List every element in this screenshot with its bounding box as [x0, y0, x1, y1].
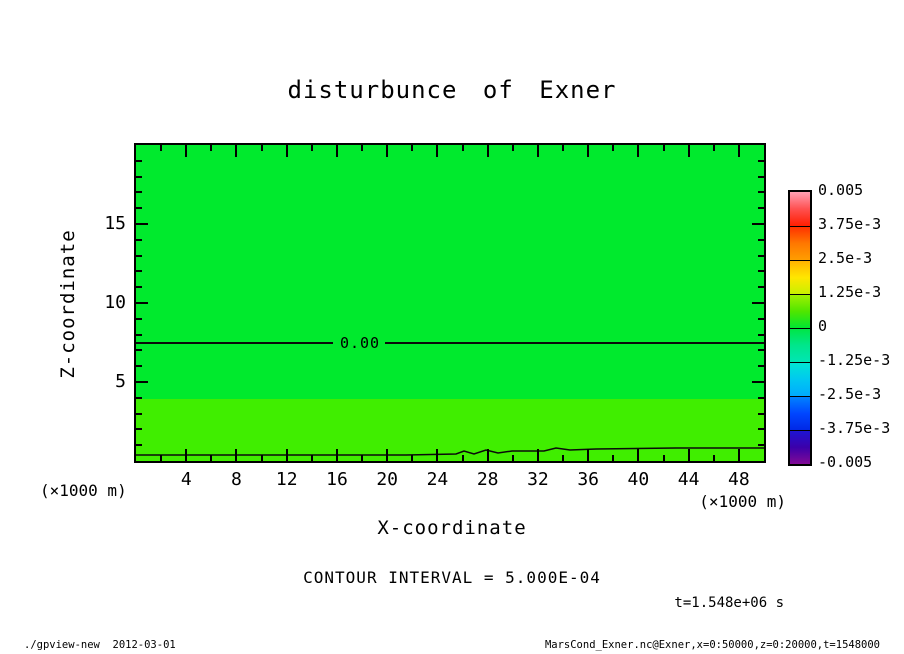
y-tick-label: 5	[115, 371, 126, 392]
bottom-major-tick	[637, 449, 639, 461]
top-minor-tick	[612, 145, 614, 151]
x-tick-label: 40	[627, 469, 650, 490]
bottom-minor-tick	[261, 455, 263, 461]
left-minor-tick	[136, 160, 142, 162]
tone-region-upper	[136, 145, 764, 399]
right-minor-tick	[758, 428, 764, 430]
bottom-minor-tick	[361, 455, 363, 461]
top-major-tick	[436, 145, 438, 157]
top-major-tick	[537, 145, 539, 157]
x-tick-label: 4	[180, 469, 192, 490]
zero-contour-line-right	[385, 342, 764, 344]
bottom-major-tick	[487, 449, 489, 461]
top-minor-tick	[411, 145, 413, 151]
right-minor-tick	[758, 239, 764, 241]
right-minor-tick	[758, 286, 764, 288]
colorbar-segment	[790, 430, 810, 464]
bottom-minor-tick	[713, 455, 715, 461]
top-minor-tick	[160, 145, 162, 151]
colorbar-segment	[790, 294, 810, 328]
top-minor-tick	[713, 145, 715, 151]
bottom-minor-tick	[512, 455, 514, 461]
bottom-minor-tick	[411, 455, 413, 461]
bottom-minor-tick	[210, 455, 212, 461]
bottom-minor-tick	[663, 455, 665, 461]
x-tick-label: 32	[527, 469, 549, 490]
colorbar-tick-label: -0.005	[818, 453, 873, 471]
colorbar-tick-label: 1.25e-3	[818, 283, 882, 301]
y-axis-title: Z-coordinate	[57, 229, 79, 379]
bottom-major-tick	[738, 449, 740, 461]
top-major-tick	[336, 145, 338, 157]
time-stamp-label: t=1.548e+06 s	[674, 595, 784, 611]
colorbar-tick-label: 2.5e-3	[818, 249, 873, 267]
contour-interval-note: CONTOUR INTERVAL = 5.000E-04	[303, 568, 601, 587]
left-minor-tick	[136, 270, 142, 272]
right-major-tick	[752, 381, 764, 383]
right-minor-tick	[758, 255, 764, 257]
left-major-tick	[136, 302, 148, 304]
top-minor-tick	[663, 145, 665, 151]
top-minor-tick	[562, 145, 564, 151]
right-minor-tick	[758, 207, 764, 209]
colorbar-tick-label: 0	[818, 317, 828, 335]
bottom-major-tick	[235, 449, 237, 461]
bottom-minor-tick	[612, 455, 614, 461]
chart-title: disturbunce of Exner	[287, 76, 617, 104]
colorbar-segment	[790, 226, 810, 260]
right-minor-tick	[758, 270, 764, 272]
left-minor-tick	[136, 365, 142, 367]
footer-dataset-info: MarsCond_Exner.nc@Exner,x=0:50000,z=0:20000,t=1548000	[544, 639, 880, 651]
x-axis-unit-label: (×1000 m)	[699, 492, 786, 511]
x-tick-label: 16	[326, 469, 348, 490]
top-major-tick	[738, 145, 740, 157]
colorbar-tick-label: -2.5e-3	[818, 385, 882, 403]
left-minor-tick	[136, 191, 142, 193]
x-tick-label: 36	[577, 469, 599, 490]
right-minor-tick	[758, 160, 764, 162]
left-minor-tick	[136, 255, 142, 257]
left-minor-tick	[136, 176, 142, 178]
top-minor-tick	[462, 145, 464, 151]
top-major-tick	[688, 145, 690, 157]
top-minor-tick	[210, 145, 212, 151]
colorbar-segment	[790, 260, 810, 294]
colorbar-segment	[790, 328, 810, 362]
x-tick-label: 44	[677, 469, 700, 490]
colorbar-tick-label: -1.25e-3	[818, 351, 891, 369]
bottom-minor-tick	[160, 455, 162, 461]
top-minor-tick	[261, 145, 263, 151]
colorbar-tick-label: 0.005	[818, 181, 864, 199]
right-minor-tick	[758, 444, 764, 446]
y-axis-unit-label: (×1000 m)	[40, 481, 127, 500]
top-minor-tick	[311, 145, 313, 151]
colorbar-segment	[790, 192, 810, 226]
bottom-major-tick	[587, 449, 589, 461]
left-minor-tick	[136, 428, 142, 430]
right-minor-tick	[758, 397, 764, 399]
x-tick-label: 48	[728, 469, 750, 490]
colorbar	[788, 190, 812, 466]
x-tick-label: 20	[376, 469, 399, 490]
y-tick-label: 15	[104, 213, 126, 234]
top-major-tick	[487, 145, 489, 157]
zero-contour-label: 0.00	[339, 334, 381, 352]
right-minor-tick	[758, 365, 764, 367]
bottom-minor-tick	[562, 455, 564, 461]
left-minor-tick	[136, 286, 142, 288]
bottom-major-tick	[537, 449, 539, 461]
left-minor-tick	[136, 397, 142, 399]
top-major-tick	[286, 145, 288, 157]
near-surface-contour-line	[136, 431, 764, 461]
x-tick-label: 28	[476, 469, 499, 490]
right-minor-tick	[758, 318, 764, 320]
top-minor-tick	[361, 145, 363, 151]
bottom-major-tick	[286, 449, 288, 461]
x-axis-title: X-coordinate	[377, 517, 527, 539]
bottom-major-tick	[386, 449, 388, 461]
colorbar-segment	[790, 396, 810, 430]
colorbar-labels	[818, 0, 904, 654]
top-minor-tick	[512, 145, 514, 151]
bottom-major-tick	[688, 449, 690, 461]
x-tick-label: 12	[275, 469, 298, 490]
x-tick-label: 8	[231, 469, 242, 490]
top-major-tick	[235, 145, 237, 157]
colorbar-tick-label: -3.75e-3	[818, 419, 891, 437]
left-minor-tick	[136, 334, 142, 336]
left-major-tick	[136, 381, 148, 383]
left-minor-tick	[136, 207, 142, 209]
colorbar-tick-label: 3.75e-3	[818, 215, 882, 233]
left-minor-tick	[136, 349, 142, 351]
bottom-major-tick	[436, 449, 438, 461]
plot-area	[134, 143, 766, 463]
top-major-tick	[587, 145, 589, 157]
top-major-tick	[185, 145, 187, 157]
bottom-minor-tick	[311, 455, 313, 461]
bottom-minor-tick	[462, 455, 464, 461]
y-tick-label: 10	[104, 292, 126, 313]
zero-contour-line-left	[136, 342, 333, 344]
left-minor-tick	[136, 318, 142, 320]
right-major-tick	[752, 302, 764, 304]
bottom-major-tick	[185, 449, 187, 461]
right-minor-tick	[758, 349, 764, 351]
top-major-tick	[386, 145, 388, 157]
right-minor-tick	[758, 334, 764, 336]
right-minor-tick	[758, 176, 764, 178]
right-minor-tick	[758, 191, 764, 193]
footer-program-info: ./gpview-new 2012-03-01	[24, 639, 176, 651]
top-major-tick	[637, 145, 639, 157]
bottom-major-tick	[336, 449, 338, 461]
left-minor-tick	[136, 413, 142, 415]
x-axis-tick-labels	[0, 469, 904, 491]
right-major-tick	[752, 223, 764, 225]
x-tick-label: 24	[426, 469, 449, 490]
left-minor-tick	[136, 239, 142, 241]
left-minor-tick	[136, 444, 142, 446]
right-minor-tick	[758, 413, 764, 415]
left-major-tick	[136, 223, 148, 225]
colorbar-segment	[790, 362, 810, 396]
